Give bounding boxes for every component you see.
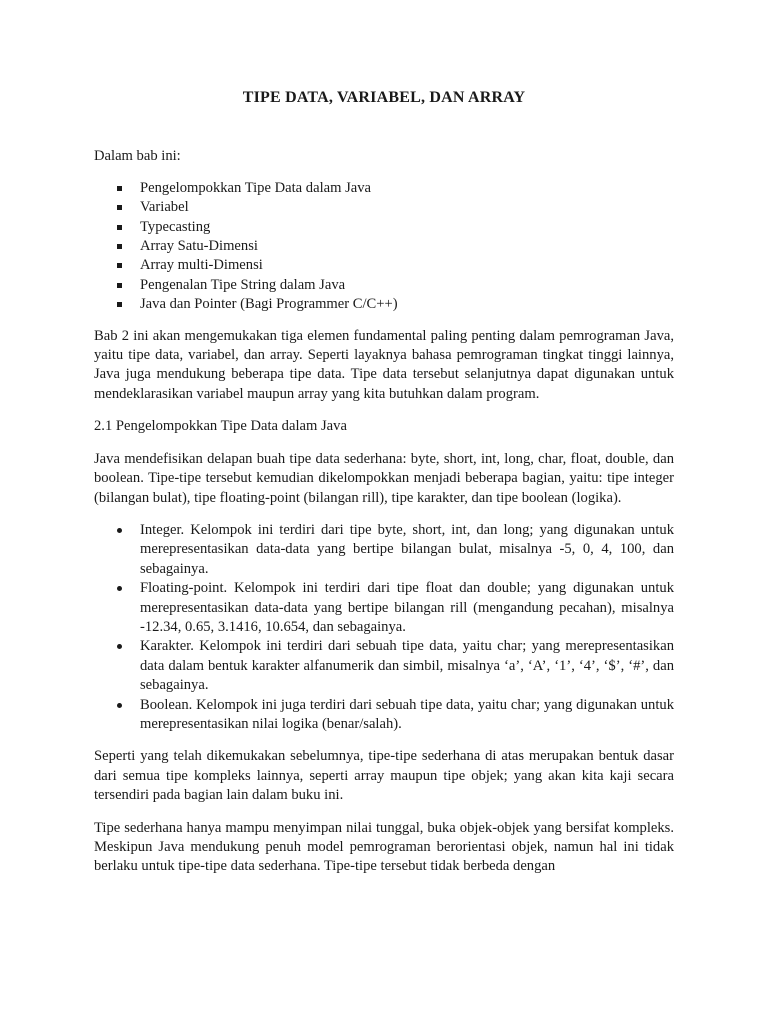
section-heading: 2.1 Pengelompokkan Tipe Data dalam Java [94,418,347,435]
list-item: Integer. Kelompok ini terdiri dari tipe byte, short, int, dan long; yang digunakan untuk merepresentasikan data-data yang bertipe bilangan bulat, misalnya -5, 0, 4, 100, dan sebagainya. [117,521,674,579]
list-item: Typecasting [117,218,674,237]
list-item: Pengenalan Tipe String dalam Java [117,276,674,295]
list-item: Karakter. Kelompok ini terdiri dari sebuah tipe data, yaitu char; yang merepresentasikan data dalam bentuk karakter alfanumerik dan simbil, misalnya ‘a’, ‘A’, ‘1’, ‘4’, ‘$’, ‘#’, dan sebagainya. [117,637,674,695]
chapter-contents-list [94,179,674,315]
document-title: TIPE DATA, VARIABEL, DAN ARRAY [242,89,526,106]
type-groups-list [94,521,674,734]
list-item: Java dan Pointer (Bagi Programmer C/C++) [117,295,674,314]
list-item: Array Satu-Dimensi [117,237,674,256]
list-item: Array multi-Dimensi [117,256,674,275]
paragraph: Java mendefisikan delapan buah tipe data sederhana: byte, short, int, long, char, float, double, dan boolean. Tipe-tipe tersebut kemudian dikelompokkan menjadi beberapa bagian, yaitu: tipe integer (bilangan bulat), tipe floating-point (bilangan rill), tipe karakter, dan tipe boolean (logika). [94,450,674,506]
list-item: Variabel [117,198,674,217]
paragraph: Bab 2 ini akan mengemukakan tiga elemen fundamental paling penting dalam pemrograman Java, yaitu tipe data, variabel, dan array. Seperti layaknya bahasa pemrograman tingkat tinggi lainnya, Java juga mendukung beberapa tipe data. Tipe data tersebut selanjutnya dapat digunakan untuk mendeklarasikan variabel maupun array yang kita butuhkan dalam program. [94,327,674,402]
list-item: Floating-point. Kelompok ini terdiri dari tipe float dan double; yang digunakan untuk merepresentasikan data-data yang bertipe bilangan rill (mengandung pecahan), misalnya -12.34, 0.65, 3.1416, 10.654, dan sebagainya. [117,579,674,637]
paragraph: Tipe sederhana hanya mampu menyimpan nilai tunggal, buka objek-objek yang bersifat kompleks. Meskipun Java mendukung penuh model pemrograman berorientasi objek, namun hal ini tidak berlaku untuk tipe-tipe data sederhana. Tipe-tipe tersebut tidak berbeda dengan [94,819,674,875]
list-item: Boolean. Kelompok ini juga terdiri dari sebuah tipe data, yaitu char; yang digunakan untuk merepresentasikan nilai logika (benar/salah). [117,696,674,735]
paragraph: Seperti yang telah dikemukakan sebelumnya, tipe-tipe sederhana di atas merupakan bentuk dasar dari semua tipe kompleks lainnya, seperti array maupun tipe objek; yang akan kita kaji secara tersendiri pada bagian lain dalam buku ini. [94,748,674,804]
list-item: Pengelompokkan Tipe Data dalam Java [117,179,674,198]
intro-text: Dalam bab ini: [94,148,181,165]
